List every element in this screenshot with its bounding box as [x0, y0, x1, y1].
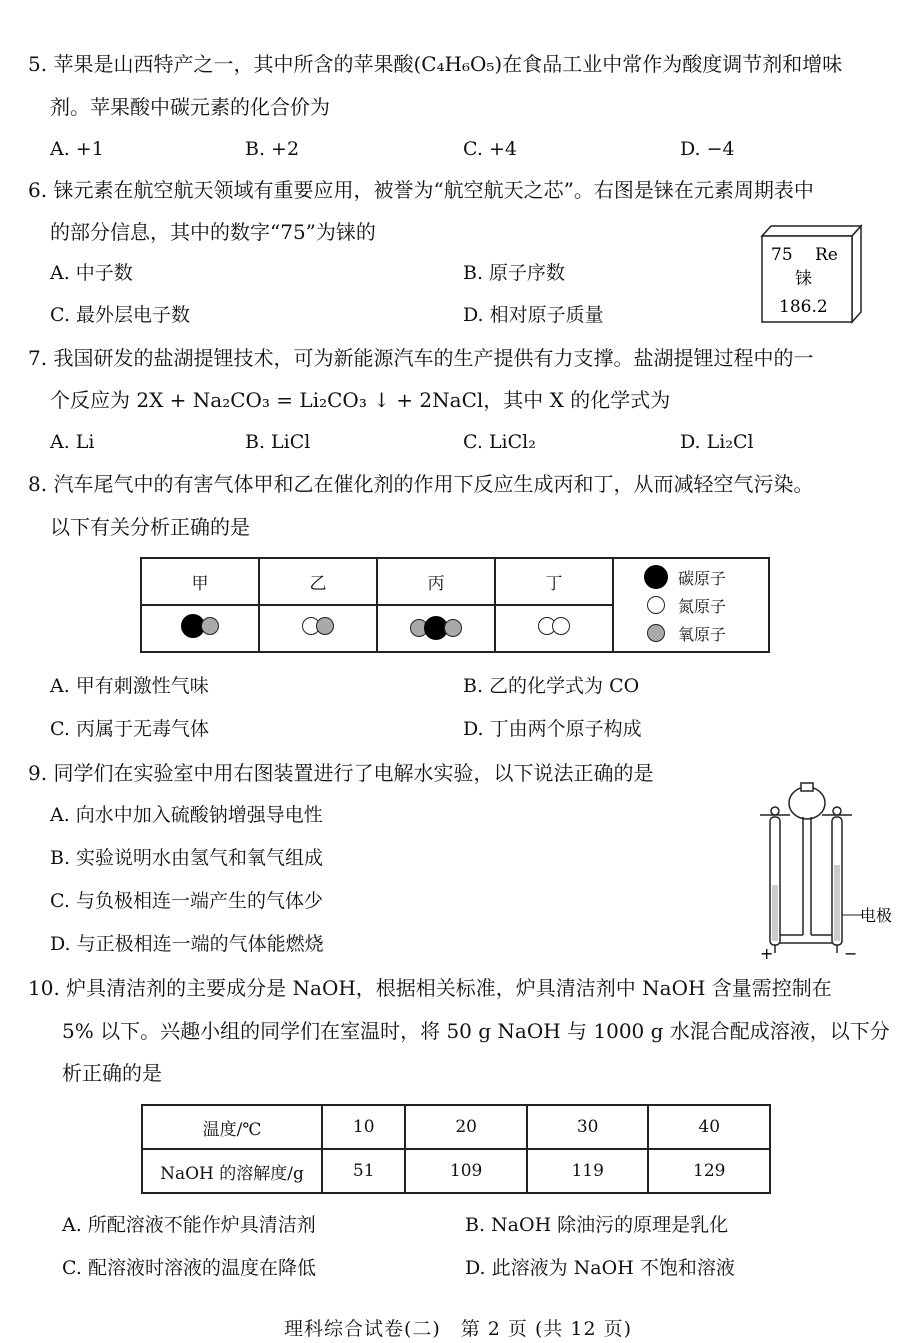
- carbon-atom-icon: [644, 565, 668, 589]
- solubility-cell: 129: [648, 1149, 770, 1193]
- temp-cell: 40: [648, 1105, 770, 1149]
- q8-option-a: A. 甲有刺激性气味: [50, 675, 209, 697]
- solubility-header: NaOH 的溶解度/g: [142, 1149, 322, 1193]
- q9-option-b: B. 实验说明水由氢气和氧气组成: [50, 847, 324, 869]
- molecule-table: [140, 557, 770, 653]
- q9-option-a: A. 向水中加入硫酸钠增强导电性: [50, 804, 323, 826]
- temp-header: 温度/℃: [142, 1105, 322, 1149]
- solubility-cell: 51: [322, 1149, 405, 1193]
- header-yi: 乙: [259, 558, 377, 605]
- element-atomic-number: 75: [771, 245, 793, 265]
- q10-stem-line2: 5% 以下。兴趣小组的同学们在室温时，将 50 g NaOH 与 1000 g 水混合配成溶液，以下分: [62, 1019, 890, 1043]
- solubility-table: [141, 1104, 771, 1194]
- nitrogen-atom-icon: [647, 596, 665, 614]
- q5-stem-line2: 剂。苹果酸中碳元素的化合价为: [50, 95, 330, 119]
- q6-option-a: A. 中子数: [50, 262, 133, 284]
- molecule-bing: [377, 605, 495, 652]
- legend-carbon: 碳原子: [614, 563, 768, 591]
- electrolysis-apparatus-diagram: [754, 775, 893, 965]
- element-mass: 186.2: [779, 297, 828, 317]
- q6-option-d: D. 相对原子质量: [463, 304, 604, 326]
- q5-option-c: C. +4: [463, 138, 517, 160]
- negative-terminal-label: −: [844, 944, 858, 963]
- molecule-jia: [141, 605, 259, 652]
- atom-legend: [613, 558, 769, 652]
- q8-option-d: D. 丁由两个原子构成: [463, 718, 642, 740]
- q5-option-d: D. −4: [680, 138, 735, 160]
- q10-stem-line3: 析正确的是: [62, 1061, 162, 1085]
- temp-cell: 30: [527, 1105, 649, 1149]
- q6-stem-line2: 的部分信息，其中的数字“75”为铼的: [50, 220, 376, 244]
- q6-stem-line1: 6. 铼元素在航空航天领域有重要应用，被誉为“航空航天之芯”。右图是铼在元素周期表中: [28, 178, 814, 202]
- positive-terminal-label: +: [760, 944, 774, 963]
- q7-option-a: A. Li: [50, 431, 95, 453]
- q7-option-b: B. LiCl: [245, 431, 311, 453]
- oxygen-atom-icon: [444, 619, 462, 637]
- q7-stem-line1: 7. 我国研发的盐湖提锂技术，可为新能源汽车的生产提供有力支撑。盐湖提锂过程中的一: [28, 346, 814, 370]
- q7-option-c: C. LiCl₂: [463, 431, 536, 453]
- element-card-rhenium: [757, 222, 865, 326]
- nitrogen-atom-icon: [552, 617, 570, 635]
- q7-stem-line2: 个反应为 2X + Na₂CO₃ = Li₂CO₃ ↓ + 2NaCl，其中 X 的化学式为: [50, 388, 671, 412]
- header-jia: 甲: [141, 558, 259, 605]
- q8-stem-line2: 以下有关分析正确的是: [50, 515, 250, 539]
- q10-option-c: C. 配溶液时溶液的温度在降低: [62, 1257, 316, 1279]
- q6-option-c: C. 最外层电子数: [50, 304, 190, 326]
- molecule-yi: [259, 605, 377, 652]
- header-bing: 丙: [377, 558, 495, 605]
- header-ding: 丁: [495, 558, 613, 605]
- oxygen-atom-icon: [201, 617, 219, 635]
- q10-option-a: A. 所配溶液不能作炉具清洁剂: [62, 1214, 316, 1236]
- legend-oxygen: 氧原子: [614, 619, 768, 647]
- q7-option-d: D. Li₂Cl: [680, 431, 754, 453]
- q5-stem-line1: 5. 苹果是山西特产之一，其中所含的苹果酸(C₄H₆O₅)在食品工业中常作为酸度调节剂和增味: [28, 52, 843, 76]
- solubility-cell: 109: [405, 1149, 527, 1193]
- electrode-label: 电极: [860, 906, 893, 925]
- q5-option-b: B. +2: [245, 138, 300, 160]
- q5-option-a: A. +1: [50, 138, 104, 160]
- q8-option-b: B. 乙的化学式为 CO: [463, 675, 640, 697]
- temp-cell: 20: [405, 1105, 527, 1149]
- q8-option-c: C. 丙属于无毒气体: [50, 718, 209, 740]
- q10-option-d: D. 此溶液为 NaOH 不饱和溶液: [465, 1257, 735, 1279]
- oxygen-atom-icon: [316, 617, 334, 635]
- oxygen-atom-icon: [647, 624, 665, 642]
- q9-option-c: C. 与负极相连一端产生的气体少: [50, 890, 323, 912]
- q9-stem: 9. 同学们在实验室中用右图装置进行了电解水实验，以下说法正确的是: [28, 761, 654, 785]
- page-footer: 理科综合试卷(二) 第 2 页 (共 12 页): [283, 1318, 633, 1340]
- molecule-ding: [495, 605, 613, 652]
- q9-option-d: D. 与正极相连一端的气体能燃烧: [50, 933, 324, 955]
- q10-option-b: B. NaOH 除油污的原理是乳化: [465, 1214, 729, 1236]
- q8-stem-line1: 8. 汽车尾气中的有害气体甲和乙在催化剂的作用下反应生成丙和丁，从而减轻空气污染。: [28, 472, 814, 496]
- element-symbol: Re: [815, 245, 838, 265]
- solubility-cell: 119: [527, 1149, 649, 1193]
- q6-option-b: B. 原子序数: [463, 262, 566, 284]
- element-name: 铼: [795, 269, 812, 289]
- temp-cell: 10: [322, 1105, 405, 1149]
- legend-nitrogen: 氮原子: [614, 591, 768, 619]
- q10-stem-line1: 10. 炉具清洁剂的主要成分是 NaOH，根据相关标准，炉具清洁剂中 NaOH 含量需控制在: [28, 976, 832, 1000]
